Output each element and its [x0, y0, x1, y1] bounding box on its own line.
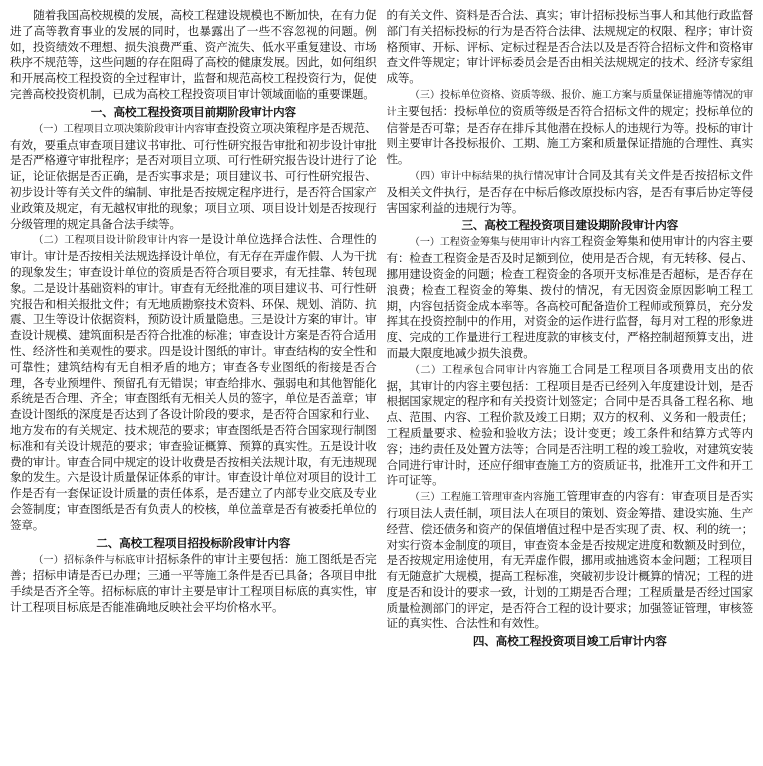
section-heading-1: 一、高校工程投资项目前期阶段审计内容 [90, 104, 296, 119]
subheading-construction-management: （三）工程施工管理审查内容 [409, 492, 544, 504]
paragraph-funding [387, 234, 754, 361]
body-bidder-qualification: 主要包括：投标单位的资质等级是否符合招标文件的规定；投标单位的信誉是否可靠；是否存在排斥其他潜在投标人的违规行为等。投标的审计则主要审计各投标报价、工期、施工方案和质量保证措施的合理性、真实性。 [386, 103, 753, 167]
subheading-contract: （二）工程承包合同审计内容 [409, 364, 549, 376]
section-heading-3: 三、高校工程投资项目建设期阶段审计内容 [461, 218, 678, 233]
intro-paragraph: 随着我国高校规模的发展，高校工程建设规模也不断加快，在有力促进了高等教育事业的发展的同时，也暴露出了一些不容忽视的问题。例如，投资绩效不理想、损失浪费严重、资产流失、低水平重复建设、市场秩序不规范等，这些问题的存在阻碍了高校的健康发展。因此，如何组织和开展高校工程投资的全过程审计，监督和规范高校工程投资行为，促使完善高校投资机制，已成为高校工程投资项目审计领域面临的重要课题。 [10, 8, 377, 101]
paragraph-construction-management [387, 489, 754, 632]
section-heading-2: 二、高校工程项目招投标阶段审计内容 [96, 535, 291, 550]
body-contract: 施工合同是工程项目各项费用支出的依据，其审计的内容主要包括：工程项目是否已经列入年度建设计划，是否根据国家规定的程序和有关投资计划签定；合同中是否具备工程名称、地点、范围、内容、工程价款及竣工日期；双方的权利、义务和一般责任；工程质量要求、检验和验收方法；设计变更；竣工条件和结算方式等内容；违约责任及处置方法等；合同是否注明工程的竣工验收，对建筑安装合同进行审计时，还应仔细审查施工方的资质证书，批准开工文件和开工许可证等。 [386, 361, 753, 488]
subheading-bidder-qualification: （三）投标单位资格、资质等级、报价、施工方案与质量保证措施等情况的审计 [386, 89, 753, 118]
continued-paragraph: 的有关文件、资料是否合法、真实；审计招标投标当事人和其他行政监督部门有关招标投标的行为是否符合法律、法规规定的权限、程序；审计资格预审、开标、评标、定标过程是否合法以及是否符合招标文件和资格审查文件等规定；审计评标委员会是否由相关法规规定的技术、经济专家组成等。 [386, 8, 753, 86]
body-construction-management: 施工管理审查的内容有：审查项目是否实行项目法人责任制，项目法人在项目的策划、资金筹措、建设实施、生产经营、偿还债务和资产的保值增值过程中是否实现了责、权、利的统一；对实行资本金制度的项目，审查资本金是否按规定进度和数额及时到位，是否按规定用途使用，有无弄虚作假，挪用或抽逃资本金问题；工程项目有无随意扩大规模，提高工程标准，突破初步设计概算的情况；工程的进度是否和设计的要求一致，计划的工期是否合理；工程质量是否经过国家质量检测部门的评定，是否符合工程的设计要求；加强签证管理，审核签证的真实性、合法性和有效性。 [386, 489, 753, 631]
body-funding: 工程资金筹集和使用审计的内容主要有：检查工程资金是否及时足额到位，使用是否合规，有无转移、侵占、挪用建设资金的问题；检查工程资金的各项开支标准是否超标，是否存在浪费；检查工程资金的筹集、拨付的情况，有无因资金原因影响工程工期，内容包括资金成本率等。各高校可配备造价工程师或预算员，充分发挥其在投资控制中的作用，对资金的运作进行监督，每月对工程的形象进度、完成的工作量进行工程进度款的审核支付，严格控制超预算支出，进而最大限度地减少损失浪费。 [386, 234, 753, 360]
left-column [10, 8, 377, 766]
right-column [387, 8, 754, 766]
subheading-design-stage: （二）工程项目设计阶段审计内容 [33, 235, 189, 247]
paragraph-bidding-conditions [10, 552, 377, 616]
body-design-stage: 一是设计单位选择合法性、合理性的审计。审计是否按相关法规选择设计单位，有无存在弄虚作假、人为干扰的现象发生；审查设计单位的资质是否符合项目要求，有无挂靠、转包现象。二是设计基础资料的审计。审查有无经批准的项目建议书、可行性研究报告和相关报批文件；有无地质勘察技术资料、环保、规划、消防、抗震、卫生等设计依据资料，预防设计质量隐患。三是设计方案的审计。审查设计规模、建筑面积是否符合批准的标准；审查设计方案是否符合适用性、经济性和美观性的要求。四是设计图纸的审计。审查结构的安全性和可靠性；建筑结构有无自相矛盾的地方；审查各专业图纸的衔接是否合理，各专业预埋件、预留孔有无错误；审查给排水、强弱电和其他智能化系统是否合理、齐全；审查图纸有无相关人员的签字，单位是否盖章；审查设计图纸的深度是否达到了各设计阶段的要求，是否符合国家和行业、地方发布的有关规定、技术规范的要求；审查图纸是否符合国家现行制图标准和有关设计规范的要求；审查验证概算、预算的真实性。五是设计收费的审计。审查合同中规定的设计收费是否按相关法规计取，有无违规现象的发生。六是设计质量保证体系的审计。审查设计单位对项目的设计工作是否有一套保证设计质量的责任体系，是否建立了内部专业交底及专业会签制度；审查图纸是否有负责人的校核，单位盖章是否有被委托单位的签章。 [10, 232, 377, 532]
body-award-execution: 审计合同及其有关文件是否按招标文件及相关文件执行，是否存在中标后修改原投标内容，是否有事后协定等侵害国家利益的违规行为等。 [386, 167, 753, 215]
paragraph-project-approval [10, 121, 377, 233]
body-bidding-conditions: 招标条件的审计主要包括：施工图纸是否完善；招标申请是否已办理；三通一平等施工条件是否已具备；各项目申批手续是否齐全等。招标标底的审计主要是审计工程项目标底的真实性，审计工程项目标底是否能准确地反映社会平均价格水平。 [10, 551, 377, 614]
section-heading-4: 四、高校工程投资项目竣工后审计内容 [472, 634, 667, 649]
paragraph-design-stage [10, 232, 377, 533]
paragraph-contract [387, 362, 754, 489]
paragraph-bidder-qualification [387, 87, 754, 168]
body-project-approval: 审查投资立项决策程序是否规范、有效，要重点审查项目建议书审批、可行性研究报告审批和初步设计审批是否严格遵守审批程序；是否对项目立项、可行性研究报告设计进行了论证，论证依据是否正确，是否实事求是；项目建议书、可行性研究报告、初步设计等有关文件的编制、审批是否按规定程序进行，是否符合国家产业政策及规定，有无越权审批的现象；项目立项、项目设计划是否按现行分级管理的规定具备合法手续等。 [10, 120, 377, 231]
subheading-bidding-conditions: （一）招标条件与标底审计 [33, 554, 156, 566]
subheading-funding: （一）工程资金筹集与使用审计内容 [409, 237, 571, 249]
subheading-project-approval: （一）工程项目立项决策阶段审计内容 [33, 123, 205, 135]
paragraph-award-execution [387, 168, 754, 216]
subheading-award-execution: （四）审计中标结果的执行情况 [409, 170, 555, 182]
